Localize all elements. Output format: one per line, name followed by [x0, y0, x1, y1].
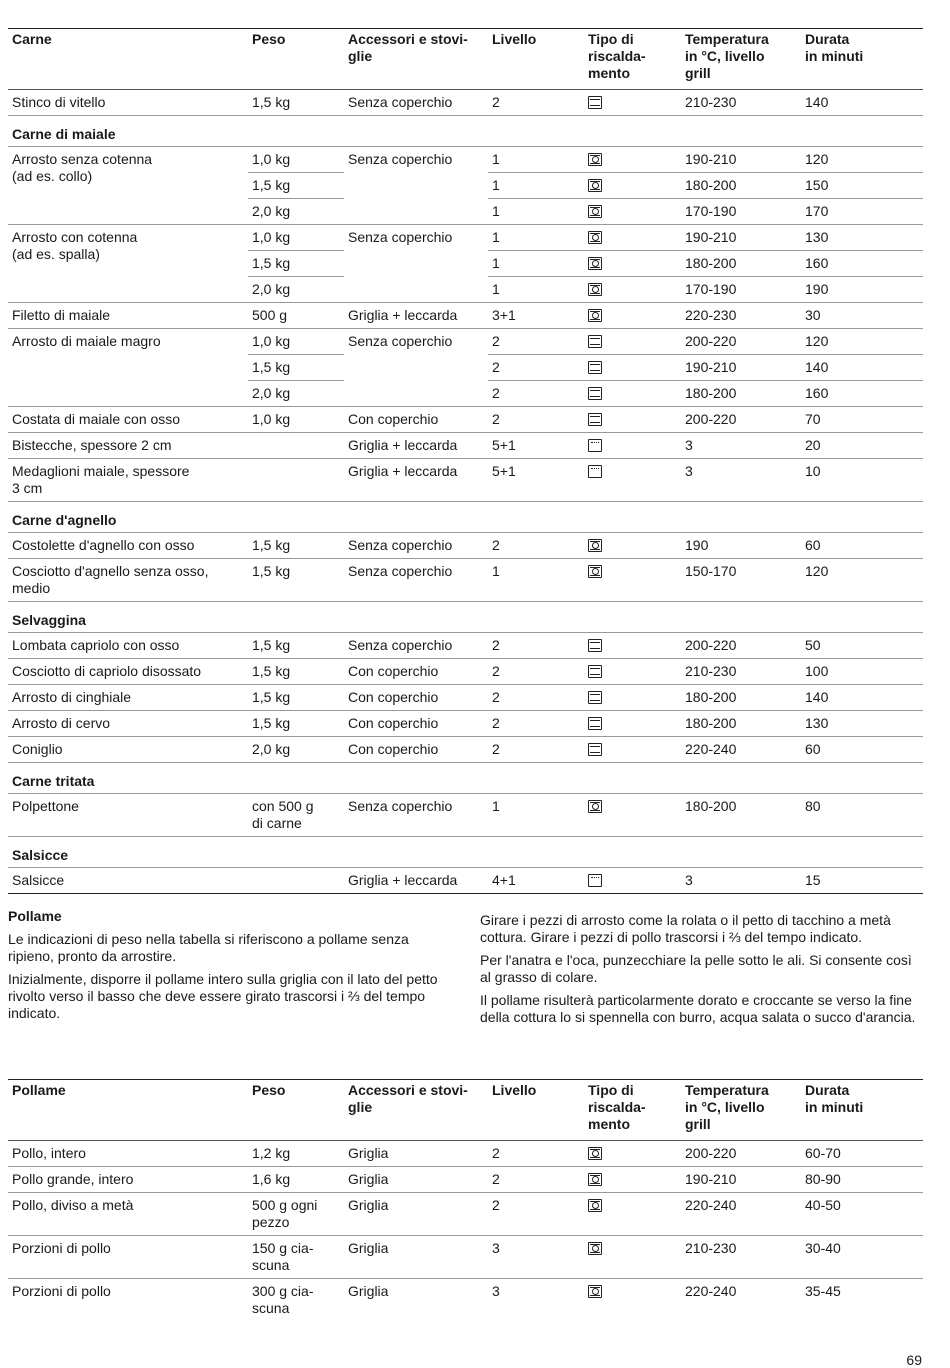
heating-type-cell: [584, 329, 681, 355]
table-row: [8, 147, 923, 173]
table-cell: Con coperchio: [348, 663, 439, 679]
hot-air-fan-icon: [588, 800, 602, 813]
table-cell: 500 g ogni pezzo: [252, 1197, 318, 1230]
hot-air-fan-icon: [588, 283, 602, 296]
table-cell: 2: [492, 637, 500, 653]
heating-type-cell: [584, 303, 681, 329]
header-cell: Accessori e stovi- glie: [348, 31, 468, 64]
table-cell: 190-210: [685, 229, 737, 245]
table-cell: 1: [492, 151, 500, 167]
heating-type-cell: [584, 533, 681, 559]
table-cell: 1: [492, 281, 500, 297]
top-bottom-heat-icon: [588, 387, 602, 400]
table-cell: 1,5 kg: [252, 359, 291, 375]
table-cell: 190: [805, 281, 829, 297]
table-cell: Arrosto di cinghiale: [12, 689, 132, 705]
table-cell: [248, 459, 344, 502]
heating-type-cell: [584, 459, 681, 502]
heating-type-cell: [584, 1236, 681, 1279]
heating-type-cell: [584, 407, 681, 433]
top-bottom-heat-icon: [588, 691, 602, 704]
table-cell: 120: [805, 333, 829, 349]
grill-icon: [588, 874, 602, 887]
heating-type-cell: [584, 433, 681, 459]
table-cell: 60: [805, 537, 821, 553]
heating-type-cell: [584, 251, 681, 277]
table-cell: 150 g cia- scuna: [252, 1240, 314, 1273]
section-title: Carne tritata: [12, 773, 95, 789]
table-cell: 2,0 kg: [252, 385, 291, 401]
table-cell: 1,5 kg: [252, 177, 291, 193]
table-row: [8, 868, 923, 894]
hot-air-fan-icon: [588, 565, 602, 578]
table-cell: 140: [805, 94, 829, 110]
header-cell: Tipo di riscalda- mento: [588, 1082, 646, 1132]
grill-icon: [588, 465, 602, 478]
table-cell: 20: [805, 437, 821, 453]
table-cell: 210-230: [685, 663, 737, 679]
table-cell: 2: [492, 411, 500, 427]
heating-type-cell: [584, 1279, 681, 1322]
table-cell: 15: [805, 872, 821, 888]
table-cell: 2: [492, 1171, 500, 1187]
table-cell: Bistecche, spessore 2 cm: [12, 437, 172, 453]
table-cell: Griglia: [348, 1240, 389, 1256]
hot-air-fan-icon: [588, 205, 602, 218]
table-cell: 170: [805, 203, 829, 219]
table-cell: 2,0 kg: [252, 281, 291, 297]
table-cell: Senza coperchio: [348, 637, 453, 653]
table-cell: Filetto di maiale: [12, 307, 111, 323]
table-row: [8, 737, 923, 763]
grill-icon: [588, 439, 602, 452]
table-row: [8, 685, 923, 711]
table-cell: 2: [492, 385, 500, 401]
table-cell: 2: [492, 1145, 500, 1161]
table-row: [8, 633, 923, 659]
table-cell: 130: [805, 229, 829, 245]
table-cell: Con coperchio: [348, 715, 439, 731]
table-row: [8, 794, 923, 837]
hot-air-fan-icon: [588, 1199, 602, 1212]
table-cell: Lombata capriolo con osso: [12, 637, 180, 653]
heating-type-cell: [584, 868, 681, 894]
table-row: [8, 407, 923, 433]
table-cell: 300 g cia- scuna: [252, 1283, 314, 1316]
table-cell: 3: [685, 437, 693, 453]
table-cell: 1: [492, 563, 500, 579]
table-cell: 220-240: [685, 1283, 737, 1299]
table-cell: Costata di maiale con osso: [12, 411, 181, 427]
table-cell: Medaglioni maiale, spessore 3 cm: [12, 463, 190, 496]
poultry-table: [8, 1079, 923, 1321]
table-cell: 10: [805, 463, 821, 479]
header-cell: Peso: [252, 31, 286, 47]
table-cell: 130: [805, 715, 829, 731]
table-cell: 1,5 kg: [252, 94, 291, 110]
header-cell: Durata in minuti: [805, 1082, 864, 1115]
table-cell: 40-50: [805, 1197, 841, 1213]
table-cell: 220-240: [685, 1197, 737, 1213]
table-cell: 30: [805, 307, 821, 323]
hot-air-fan-icon: [588, 1242, 602, 1255]
heating-type-cell: [584, 147, 681, 173]
table-cell: Pollo, diviso a metà: [12, 1197, 134, 1213]
table-cell: 190: [685, 537, 709, 553]
hot-air-fan-icon: [588, 153, 602, 166]
table-cell: Griglia + leccarda: [348, 463, 458, 479]
table-cell: con 500 g di carne: [252, 798, 314, 831]
header-cell: Carne: [12, 31, 52, 47]
table-cell: 210-230: [685, 94, 737, 110]
note-paragraph: Inizialmente, disporre il pollame intero sulla griglia con il lato del petto rivolto verso il basso che deve essere girato trascorsi i ⅔ del tempo indicato.: [8, 971, 438, 1021]
table-cell: Arrosto senza cotenna (ad es. collo): [12, 151, 153, 184]
table-cell: 2: [492, 741, 500, 757]
heating-type-cell: [584, 225, 681, 251]
table-cell: 1: [492, 255, 500, 271]
table-cell: Griglia: [348, 1171, 389, 1187]
table-cell: 100: [805, 663, 829, 679]
table-cell: Polpettone: [12, 798, 79, 814]
table-row: [8, 1141, 923, 1167]
heating-type-cell: [584, 90, 681, 116]
section-row: [8, 602, 923, 633]
table-cell: 2: [492, 333, 500, 349]
table-cell: 80: [805, 798, 821, 814]
table-cell: 1,5 kg: [252, 663, 291, 679]
table-row: [8, 433, 923, 459]
table-cell: 190-210: [685, 1171, 737, 1187]
section-row: [8, 763, 923, 794]
hot-air-fan-icon: [588, 1147, 602, 1160]
header-cell: Livello: [492, 31, 537, 47]
table-cell: 500 g: [252, 307, 288, 323]
heating-type-cell: [584, 633, 681, 659]
table-cell: 200-220: [685, 333, 737, 349]
hot-air-fan-icon: [588, 1173, 602, 1186]
table-cell: Arrosto con cotenna (ad es. spalla): [12, 229, 138, 262]
table-header: [8, 29, 923, 90]
top-bottom-heat-icon: [588, 717, 602, 730]
table-cell: 120: [805, 563, 829, 579]
table-cell: 1,5 kg: [252, 255, 291, 271]
table-cell: 180-200: [685, 177, 737, 193]
header-cell: Durata in minuti: [805, 31, 864, 64]
table-cell: 1,5 kg: [252, 715, 291, 731]
table-cell: 3: [492, 1240, 500, 1256]
heating-type-cell: [584, 277, 681, 303]
table-row: [8, 533, 923, 559]
table-cell: Senza coperchio: [348, 537, 453, 553]
section-row: [8, 502, 923, 533]
section-title: Salsicce: [12, 847, 69, 863]
table-cell: 150: [805, 177, 829, 193]
notes-title: Pollame: [8, 908, 62, 924]
table-cell: Senza coperchio: [348, 563, 453, 579]
heating-type-cell: [584, 711, 681, 737]
table-cell: 180-200: [685, 798, 737, 814]
table-cell: 80-90: [805, 1171, 841, 1187]
table-cell: 220-230: [685, 307, 737, 323]
table-cell: 170-190: [685, 281, 737, 297]
table-cell: 1: [492, 177, 500, 193]
table-cell: Senza coperchio: [348, 94, 453, 110]
heating-type-cell: [584, 1167, 681, 1193]
table-cell: Griglia: [348, 1283, 389, 1299]
table-header: [8, 1080, 923, 1141]
table-cell: 220-240: [685, 741, 737, 757]
top-bottom-heat-icon: [588, 743, 602, 756]
table-cell: 2: [492, 359, 500, 375]
table-cell: 35-45: [805, 1283, 841, 1299]
table-cell: Cosciotto d'agnello senza osso, medio: [12, 563, 209, 596]
table-row: [8, 225, 923, 251]
section-row: [8, 116, 923, 147]
table-cell: 160: [805, 385, 829, 401]
table-cell: Pollo, intero: [12, 1145, 86, 1161]
table-cell: 210-230: [685, 1240, 737, 1256]
table-cell: Con coperchio: [348, 741, 439, 757]
table-cell: 150-170: [685, 563, 737, 579]
section-title: Selvaggina: [12, 612, 86, 628]
table-cell: 2: [492, 94, 500, 110]
table-cell: 1: [492, 203, 500, 219]
hot-air-fan-icon: [588, 539, 602, 552]
table-cell: 30-40: [805, 1240, 841, 1256]
table-row: [8, 1193, 923, 1236]
table-cell: Senza coperchio: [348, 229, 453, 245]
header-cell: Tipo di riscalda- mento: [588, 31, 646, 81]
table-cell: 1,5 kg: [252, 637, 291, 653]
note-paragraph: Le indicazioni di peso nella tabella si riferiscono a pollame senza ripieno, pronto da arrostire.: [8, 931, 409, 964]
table-cell: 2: [492, 689, 500, 705]
table-cell: Con coperchio: [348, 689, 439, 705]
table-cell: 60: [805, 741, 821, 757]
table-row: [8, 459, 923, 502]
table-cell: 2,0 kg: [252, 203, 291, 219]
note-paragraph: Per l'anatra e l'oca, punzecchiare la pelle sotto le ali. Si consente così al grasso di colare.: [480, 952, 912, 985]
table-cell: Arrosto di maiale magro: [12, 333, 161, 349]
table-cell: Coniglio: [12, 741, 63, 757]
table-cell: [248, 868, 344, 894]
hot-air-fan-icon: [588, 309, 602, 322]
table-cell: 180-200: [685, 385, 737, 401]
table-cell: Senza coperchio: [348, 333, 453, 349]
table-cell: 5+1: [492, 463, 516, 479]
table-cell: 120: [805, 151, 829, 167]
table-cell: 140: [805, 359, 829, 375]
table-cell: 1,6 kg: [252, 1171, 291, 1187]
table-row: [8, 559, 923, 602]
heating-type-cell: [584, 1141, 681, 1167]
top-bottom-heat-icon: [588, 361, 602, 374]
header-cell: Temperatura in °C, livello grill: [685, 1082, 769, 1132]
header-cell: Livello: [492, 1082, 537, 1098]
table-cell: 2: [492, 715, 500, 731]
heating-type-cell: [584, 737, 681, 763]
table-row: [8, 303, 923, 329]
top-bottom-heat-icon: [588, 413, 602, 426]
table-cell: 180-200: [685, 255, 737, 271]
table-cell: 1,5 kg: [252, 563, 291, 579]
note-paragraph: Girare i pezzi di arrosto come la rolata o il petto di tacchino a metà cottura. Girare i pezzi di pollo trascorsi i ⅔ del tempo indicato.: [480, 912, 891, 945]
table-cell: 4+1: [492, 872, 516, 888]
table-row: [8, 1236, 923, 1279]
top-bottom-heat-icon: [588, 335, 602, 348]
table-cell: 1,0 kg: [252, 229, 291, 245]
top-bottom-heat-icon: [588, 96, 602, 109]
table-cell: 190-210: [685, 359, 737, 375]
table-cell: 70: [805, 411, 821, 427]
table-cell: [248, 433, 344, 459]
header-cell: Accessori e stovi- glie: [348, 1082, 468, 1115]
table-cell: 200-220: [685, 411, 737, 427]
table-cell: 60-70: [805, 1145, 841, 1161]
table-cell: 2: [492, 1197, 500, 1213]
table-cell: Arrosto di cervo: [12, 715, 111, 731]
table-row: [8, 1279, 923, 1322]
heating-type-cell: [584, 173, 681, 199]
table-cell: Griglia: [348, 1197, 389, 1213]
table-cell: 50: [805, 637, 821, 653]
table-cell: Senza coperchio: [348, 151, 453, 167]
top-bottom-heat-icon: [588, 639, 602, 652]
table-cell: Costolette d'agnello con osso: [12, 537, 195, 553]
table-cell: 3+1: [492, 307, 516, 323]
table-cell: Pollo grande, intero: [12, 1171, 134, 1187]
table-cell: Griglia + leccarda: [348, 872, 458, 888]
meat-table: [8, 28, 923, 894]
table-row: [8, 90, 923, 116]
table-cell: 1,0 kg: [252, 151, 291, 167]
heating-type-cell: [584, 685, 681, 711]
table-cell: 1,2 kg: [252, 1145, 291, 1161]
table-cell: Stinco di vitello: [12, 94, 106, 110]
top-bottom-heat-icon: [588, 665, 602, 678]
note-paragraph: Il pollame risulterà particolarmente dorato e croccante se verso la fine della cottura lo si spennella con burro, acqua salata o succo d'arancia.: [480, 992, 916, 1025]
table-cell: 170-190: [685, 203, 737, 219]
table-cell: 1,0 kg: [252, 333, 291, 349]
heating-type-cell: [584, 794, 681, 837]
table-cell: 190-210: [685, 151, 737, 167]
table-cell: 2: [492, 537, 500, 553]
table-cell: 2,0 kg: [252, 741, 291, 757]
page-number: 69: [906, 1352, 922, 1368]
table-cell: Griglia + leccarda: [348, 437, 458, 453]
section-title: Carne d'agnello: [12, 512, 117, 528]
heating-type-cell: [584, 381, 681, 407]
heating-type-cell: [584, 355, 681, 381]
table-cell: Griglia + leccarda: [348, 307, 458, 323]
heating-type-cell: [584, 659, 681, 685]
hot-air-fan-icon: [588, 179, 602, 192]
hot-air-fan-icon: [588, 1285, 602, 1298]
heating-type-cell: [584, 1193, 681, 1236]
table-cell: 1,5 kg: [252, 537, 291, 553]
table-cell: 1,0 kg: [252, 411, 291, 427]
table-cell: Con coperchio: [348, 411, 439, 427]
table-cell: Salsicce: [12, 872, 65, 888]
table-row: [8, 329, 923, 355]
table-row: [8, 1167, 923, 1193]
table-row: [8, 711, 923, 737]
table-cell: 180-200: [685, 689, 737, 705]
table-cell: Cosciotto di capriolo disossato: [12, 663, 202, 679]
table-cell: Griglia: [348, 1145, 389, 1161]
section-row: [8, 837, 923, 868]
hot-air-fan-icon: [588, 231, 602, 244]
table-cell: 200-220: [685, 1145, 737, 1161]
table-cell: 160: [805, 255, 829, 271]
hot-air-fan-icon: [588, 257, 602, 270]
table-cell: Senza coperchio: [348, 798, 453, 814]
table-cell: 1: [492, 798, 500, 814]
table-cell: 2: [492, 663, 500, 679]
table-cell: Porzioni di pollo: [12, 1240, 111, 1256]
table-cell: 180-200: [685, 715, 737, 731]
heating-type-cell: [584, 559, 681, 602]
heating-type-cell: [584, 199, 681, 225]
table-cell: 5+1: [492, 437, 516, 453]
table-row: [8, 659, 923, 685]
table-cell: 3: [685, 872, 693, 888]
table-cell: 200-220: [685, 637, 737, 653]
table-cell: 3: [492, 1283, 500, 1299]
table-cell: 1: [492, 229, 500, 245]
header-cell: Peso: [252, 1082, 286, 1098]
table-cell: 3: [685, 463, 693, 479]
header-cell: Temperatura in °C, livello grill: [685, 31, 769, 81]
table-cell: 140: [805, 689, 829, 705]
header-cell: Pollame: [12, 1082, 66, 1098]
section-title: Carne di maiale: [12, 126, 116, 142]
table-cell: Porzioni di pollo: [12, 1283, 111, 1299]
table-cell: 1,5 kg: [252, 689, 291, 705]
